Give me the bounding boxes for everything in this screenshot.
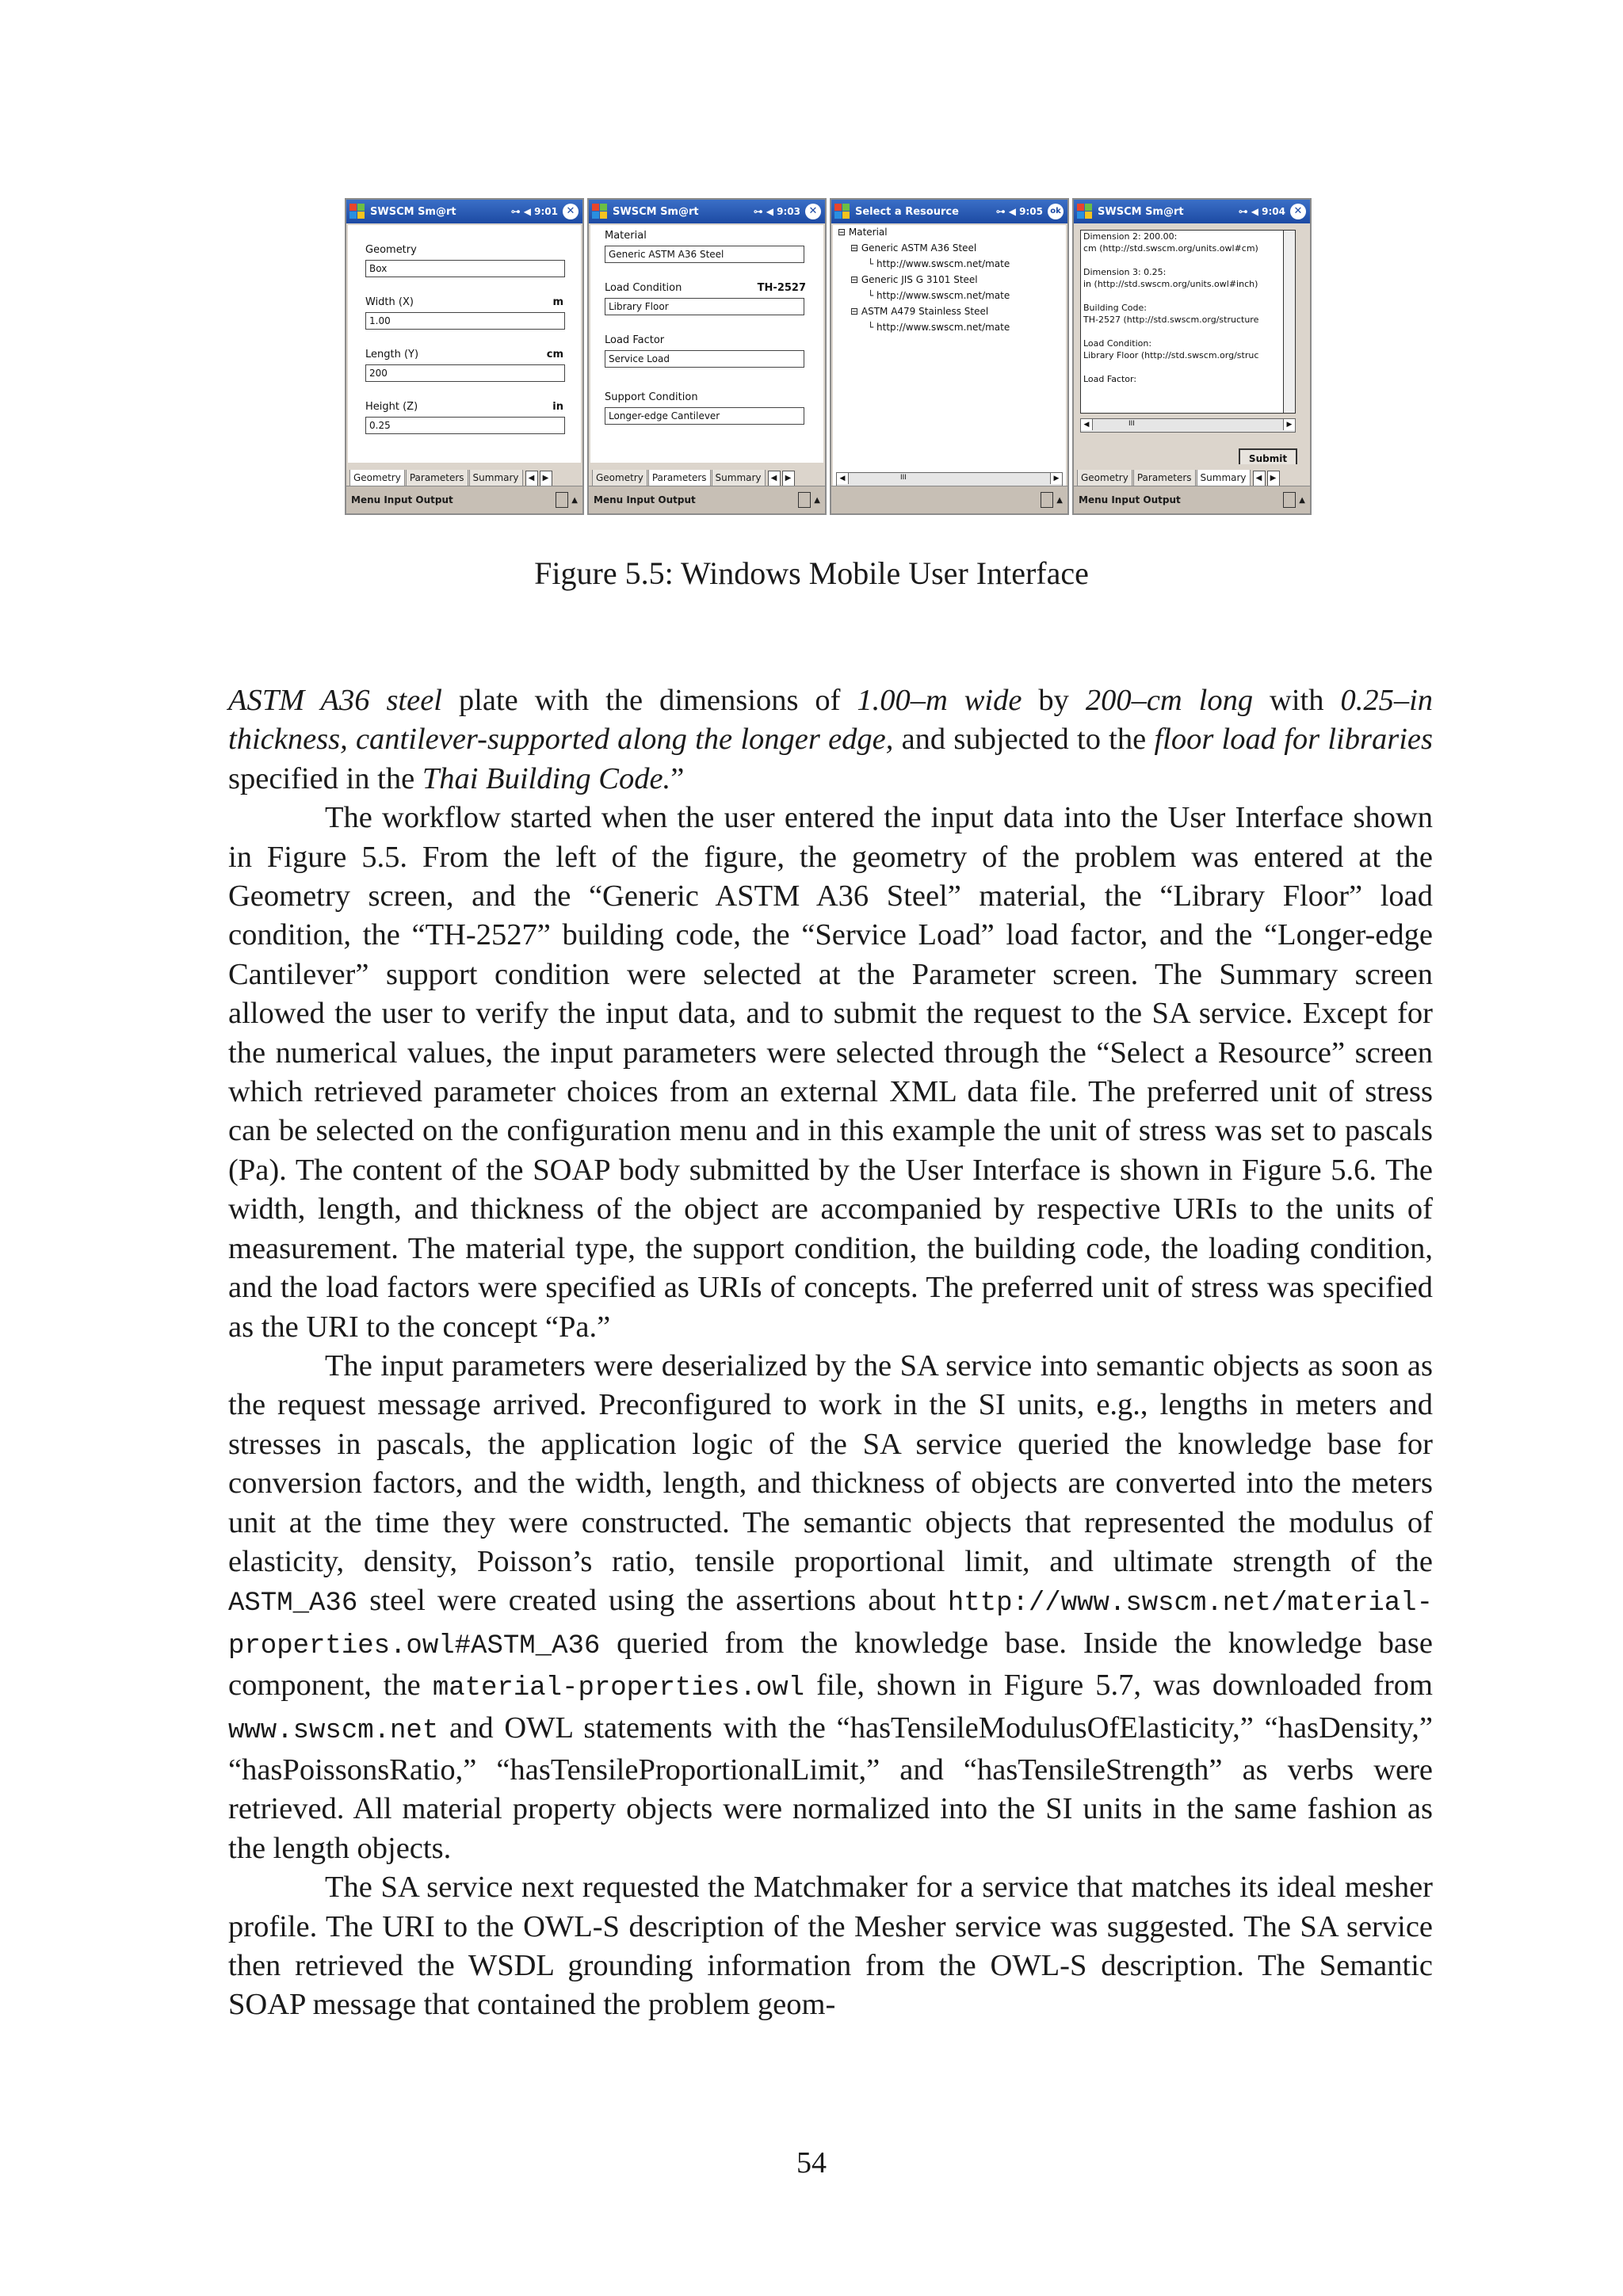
- code-span: ASTM_A36: [228, 1589, 358, 1619]
- resource-tree: [833, 225, 1066, 490]
- field-label: Geometry: [365, 244, 417, 256]
- material-input[interactable]: Generic ASTM A36 Steel: [605, 246, 804, 263]
- text-span: with: [1253, 684, 1341, 717]
- field-label: Material: [605, 230, 647, 242]
- code-span: material-properties.owl: [432, 1673, 805, 1704]
- support-condition-input[interactable]: Longer-edge Cantilever: [605, 407, 804, 425]
- field-label: Length (Y): [365, 349, 419, 360]
- close-icon[interactable]: ✕: [1290, 204, 1306, 219]
- tab-left-arrow-icon[interactable]: ◀: [525, 471, 538, 486]
- menu-items[interactable]: Menu Input Output: [351, 494, 453, 505]
- menu-items[interactable]: Menu Input Output: [594, 494, 696, 505]
- horizontal-scrollbar[interactable]: [836, 472, 1063, 486]
- load-condition-input[interactable]: Library Floor: [605, 298, 804, 315]
- status-icons: ⊶ ◀ 9:01: [510, 206, 558, 217]
- text-span: by: [1022, 684, 1086, 717]
- text-span: steel were created using the assertions about: [357, 1584, 948, 1618]
- summary-line: Load Condition:: [1083, 338, 1152, 349]
- status-icons: ⊶ ◀ 9:05: [995, 206, 1043, 217]
- tab-bar: [589, 464, 825, 486]
- summary-line: cm (http://std.swscm.org/units.owl#cm): [1083, 243, 1258, 254]
- geometry-input[interactable]: Box: [365, 260, 565, 277]
- title-bar: [589, 200, 825, 223]
- keyboard-icon[interactable]: [1283, 492, 1296, 508]
- summary-panel: [1075, 225, 1308, 463]
- title-bar: [346, 200, 582, 223]
- figure-caption: Figure 5.5: Windows Mobile User Interface: [534, 555, 1089, 591]
- field-label: Support Condition: [605, 391, 698, 403]
- close-icon[interactable]: ✕: [563, 204, 579, 219]
- text-span: queried from the knowledge base. Inside the knowledge base component, the: [228, 1626, 1433, 1703]
- ok-button[interactable]: ok: [1048, 204, 1064, 219]
- menu-bar: [346, 486, 582, 513]
- field-label: Load Condition: [605, 282, 682, 294]
- phone-screen-summary: [1072, 198, 1312, 515]
- field-label: Load Factor: [605, 334, 665, 346]
- status-icons: ⊶ ◀ 9:04: [1238, 206, 1285, 217]
- summary-line: [1081, 254, 1295, 266]
- unit-label[interactable]: in: [552, 401, 563, 413]
- paragraph-4: The SA service next requested the Matchmaker for a service that matches its ideal mesher profile. The URI to the OWL-S description of the Mesher service was suggested. The SA service then retrieved the WSDL grounding information from the OWL-S description. The Semantic SOAP message that contained the problem geom-: [228, 1871, 1433, 2022]
- text-span: The input parameters were deserialized by the SA service into semantic objects as soon as the request message arrived. Preconfigured to work in the SI units, e.g., lengths in meters and stresses in pascals, the application logic of the SA service queried the knowledge base for conversion factors, and the width, length, and thickness of objects are converted into the meters unit at the time they were constructed. The semantic objects that represented the modulus of elasticity, density, Poisson’s ratio, tensile proportional limit, and ultimate strength of the: [228, 1348, 1433, 1578]
- summary-line: Dimension 2: 200.00:: [1083, 231, 1178, 242]
- window-title: SWSCM Sm@rt: [1098, 205, 1184, 218]
- summary-line: Library Floor (http://std.swscm.org/struc: [1083, 350, 1259, 360]
- body-text: [228, 681, 1433, 2025]
- tree-leaf[interactable]: └ http://www.swscm.net/mate: [868, 290, 1010, 301]
- tab-bar: [1074, 464, 1310, 486]
- tab-geometry[interactable]: Geometry: [349, 470, 405, 486]
- tab-right-arrow-icon[interactable]: ▶: [782, 471, 795, 486]
- tab-parameters[interactable]: Parameters: [1133, 470, 1196, 486]
- text-span: and OWL statements with the “hasTensileModulusOfElasticity,” “hasDensity,” “hasPoissonsRatio,” “hasTensileProportionalLimit,” and “hasTensileStrength” as verbs were retrieved. All material property objects were normalized into the SI units in the same fashion as the length objects.: [228, 1711, 1433, 1865]
- windows-start-icon[interactable]: [591, 203, 609, 220]
- summary-line: Building Code:: [1083, 303, 1147, 313]
- tree-node[interactable]: ⊟ ASTM A479 Stainless Steel: [850, 306, 989, 317]
- summary-line: Load Factor:: [1083, 374, 1137, 384]
- submit-button[interactable]: Submit: [1239, 448, 1297, 471]
- caret-up-icon[interactable]: ▲: [814, 495, 820, 505]
- height-input[interactable]: 0.25: [365, 417, 565, 434]
- summary-text[interactable]: [1080, 230, 1296, 414]
- paragraph-3: [228, 1347, 1433, 1868]
- text-span: file, shown in Figure 5.7, was downloaded from: [804, 1669, 1433, 1703]
- window-title: Select a Resource: [855, 205, 959, 218]
- windows-start-icon[interactable]: [834, 203, 851, 220]
- summary-line: [1081, 326, 1295, 338]
- text-span: Thai Building Code.: [422, 761, 671, 795]
- tab-left-arrow-icon[interactable]: ◀: [768, 471, 781, 486]
- title-bar: [1074, 200, 1310, 223]
- code-url: http://www.swscm.net/material-properties.owl#ASTM_A36: [228, 1589, 1433, 1661]
- summary-line: TH-2527 (http://std.swscm.org/structure: [1083, 315, 1259, 325]
- title-bar: [831, 200, 1067, 223]
- tab-summary[interactable]: Summary: [712, 470, 766, 486]
- width-input[interactable]: 1.00: [365, 312, 565, 330]
- tab-geometry[interactable]: Geometry: [1077, 470, 1132, 486]
- paragraph-1: [228, 681, 1433, 799]
- window-title: SWSCM Sm@rt: [613, 205, 699, 218]
- text-span: specified in the: [228, 761, 422, 795]
- phone-screen-geometry: [345, 198, 584, 515]
- paragraph-2: The workflow started when the user entered the input data into the User Interface shown in Figure 5.5. From the left of the figure, the geometry of the problem was entered at the Geometry screen, and the “Generic ASTM A36 Steel” material, the “Library Floor” load condition, the “TH-2527” building code, the “Service Load” load factor, and the “Longer-edge Cantilever” support condition were selected at the Parameter screen. The Summary screen allowed the user to verify the input data, and to submit the request to the SA service. Except for the numerical values, the input parameters were selected through the “Select a Resource” screen which retrieved parameter choices from an external XML data file. The preferred unit of stress can be selected on the configuration menu and in this example the unit of stress was set to pascals (Pa). The content of the SOAP body submitted by the User Interface is shown in Figure 5.6. The width, length, and thickness of the object are accompanied by respective URIs to the units of measurement. The material type, the support condition, the building code, the loading condition, and the load factors were specified as URIs of concepts. The preferred unit of stress was specified as the URI to the concept “Pa.”: [228, 801, 1433, 1344]
- keyboard-icon[interactable]: [556, 492, 568, 508]
- unit-label[interactable]: cm: [546, 349, 563, 360]
- text-span: 0.25–in thickness, cantilever-supported along the longer edge,: [228, 684, 1434, 757]
- windows-start-icon[interactable]: [349, 203, 366, 220]
- tab-parameters[interactable]: Parameters: [406, 470, 468, 486]
- windows-start-icon[interactable]: [1076, 203, 1094, 220]
- text-span: 1.00–m wide: [857, 684, 1022, 717]
- phone-screen-select-resource: [830, 198, 1069, 515]
- summary-line: [1081, 290, 1295, 302]
- text-span: floor load for libraries: [1154, 723, 1433, 757]
- phone-screen-parameters: [587, 198, 827, 515]
- unit-label[interactable]: m: [552, 296, 563, 308]
- tab-right-arrow-icon[interactable]: ▶: [1267, 471, 1280, 486]
- close-icon[interactable]: ✕: [805, 204, 821, 219]
- tab-right-arrow-icon[interactable]: ▶: [540, 471, 552, 486]
- summary-line: in (http://std.swscm.org/units.owl#inch): [1083, 279, 1258, 289]
- tree-node[interactable]: ⊟ Generic ASTM A36 Steel: [850, 242, 977, 254]
- window-title: SWSCM Sm@rt: [370, 205, 456, 218]
- menu-items[interactable]: Menu Input Output: [1079, 494, 1181, 505]
- parameters-form: [590, 225, 823, 463]
- status-icons: ⊶ ◀ 9:03: [753, 206, 800, 217]
- tab-summary[interactable]: Summary: [469, 470, 523, 486]
- menu-bar: [589, 486, 825, 513]
- tab-bar: [346, 464, 582, 486]
- tab-parameters[interactable]: Parameters: [648, 470, 711, 486]
- caret-up-icon[interactable]: ▲: [1056, 495, 1063, 505]
- text-span: plate with the dimensions of: [442, 684, 857, 717]
- tree-node[interactable]: ⊟ Generic JIS G 3101 Steel: [850, 274, 978, 285]
- keyboard-icon[interactable]: [798, 492, 811, 508]
- load-factor-input[interactable]: Service Load: [605, 350, 804, 368]
- code-span: www.swscm.net: [228, 1715, 439, 1746]
- text-span: and subjected to the: [893, 723, 1155, 757]
- vertical-scrollbar[interactable]: [1283, 231, 1295, 413]
- geometry-form: [348, 225, 581, 463]
- keyboard-icon[interactable]: [1041, 492, 1053, 508]
- field-label: Height (Z): [365, 401, 418, 413]
- length-input[interactable]: 200: [365, 364, 565, 382]
- summary-line: [1081, 361, 1295, 373]
- tab-geometry[interactable]: Geometry: [592, 470, 647, 486]
- text-span: 200–cm long: [1085, 684, 1254, 717]
- scroll-right-icon[interactable]: ▶: [1050, 473, 1062, 484]
- tab-summary[interactable]: Summary: [1197, 470, 1251, 486]
- figure-5-5: [345, 198, 1313, 515]
- tree-leaf[interactable]: └ http://www.swscm.net/mate: [868, 322, 1010, 333]
- scroll-left-icon[interactable]: ◀: [1081, 419, 1093, 430]
- page-number: 54: [796, 2146, 827, 2180]
- summary-line: Dimension 3: 0.25:: [1083, 267, 1167, 277]
- menu-bar: [1074, 486, 1310, 513]
- scroll-thumb[interactable]: III: [900, 474, 907, 482]
- scroll-left-icon[interactable]: ◀: [837, 473, 849, 484]
- field-label: Width (X): [365, 296, 414, 308]
- tree-leaf[interactable]: └ http://www.swscm.net/mate: [868, 258, 1010, 269]
- scroll-thumb[interactable]: III: [1128, 420, 1135, 428]
- caret-up-icon[interactable]: ▲: [571, 495, 578, 505]
- scroll-right-icon[interactable]: ▶: [1283, 419, 1295, 430]
- tab-left-arrow-icon[interactable]: ◀: [1253, 471, 1266, 486]
- menu-bar: [831, 486, 1067, 513]
- horizontal-scrollbar[interactable]: [1080, 418, 1296, 433]
- building-code-label[interactable]: TH-2527: [757, 282, 806, 294]
- text-span: ASTM A36 steel: [228, 684, 442, 717]
- text-span: ”: [670, 761, 685, 795]
- tree-node[interactable]: ⊟ Material: [838, 227, 888, 238]
- caret-up-icon[interactable]: ▲: [1299, 495, 1305, 505]
